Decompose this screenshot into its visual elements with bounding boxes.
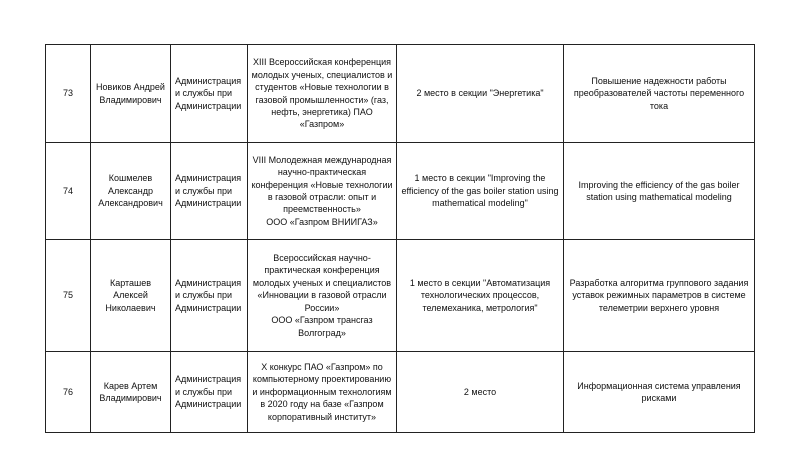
participant-name: Кошмелев Александр Александрович (91, 143, 171, 240)
row-number: 74 (46, 143, 91, 240)
division: Администрация и службы при Администрации (171, 45, 248, 143)
result: 1 место в секции "Improving the efficiency of the gas boiler station using mathematical modeling" (397, 143, 564, 240)
event-name: XIII Всероссийская конференция молодых ученых, специалистов и студентов «Новые технологии в газовой промышленности» (газ, нефть, энергетика) ПАО «Газпром» (248, 45, 397, 143)
row-number: 76 (46, 352, 91, 433)
table-row (46, 352, 755, 433)
event-name: X конкурс ПАО «Газпром» по компьютерному проектированию и информационным технологиям в 2020 году на базе «Газпром корпоративный институт» (248, 352, 397, 433)
topic: Информационная система управления рисками (564, 352, 755, 433)
row-number: 75 (46, 240, 91, 352)
participant-name: Новиков Андрей Владимирович (91, 45, 171, 143)
participant-name: Карташев Алексей Николаевич (91, 240, 171, 352)
topic: Повышение надежности работы преобразователей частоты переменного тока (564, 45, 755, 143)
results-table (45, 44, 755, 433)
topic: Improving the efficiency of the gas boiler station using mathematical modeling (564, 143, 755, 240)
result: 2 место (397, 352, 564, 433)
participant-name: Карев Артем Владимирович (91, 352, 171, 433)
event-name: VIII Молодежная международная научно-практическая конференция «Новые технологии в газовой отрасли: опыт и преемственность» ООО «Газпром ВНИИГАЗ» (248, 143, 397, 240)
table-row (46, 45, 755, 143)
event-name: Всероссийская научно- практическая конференция молодых ученых и специалистов «Инновации в газовой отрасли России» ООО «Газпром трансгаз Волгоград» (248, 240, 397, 352)
result: 2 место в секции "Энергетика" (397, 45, 564, 143)
division: Администрация и службы при Администрации (171, 143, 248, 240)
topic: Разработка алгоритма группового задания уставок режимных параметров в системе телеметрии верхнего уровня (564, 240, 755, 352)
result: 1 место в секции "Автоматизация технологических процессов, телемеханика, метрология" (397, 240, 564, 352)
table-row (46, 143, 755, 240)
division: Администрация и службы при Администрации (171, 240, 248, 352)
table-row (46, 240, 755, 352)
division: Администрация и службы при Администрации (171, 352, 248, 433)
row-number: 73 (46, 45, 91, 143)
